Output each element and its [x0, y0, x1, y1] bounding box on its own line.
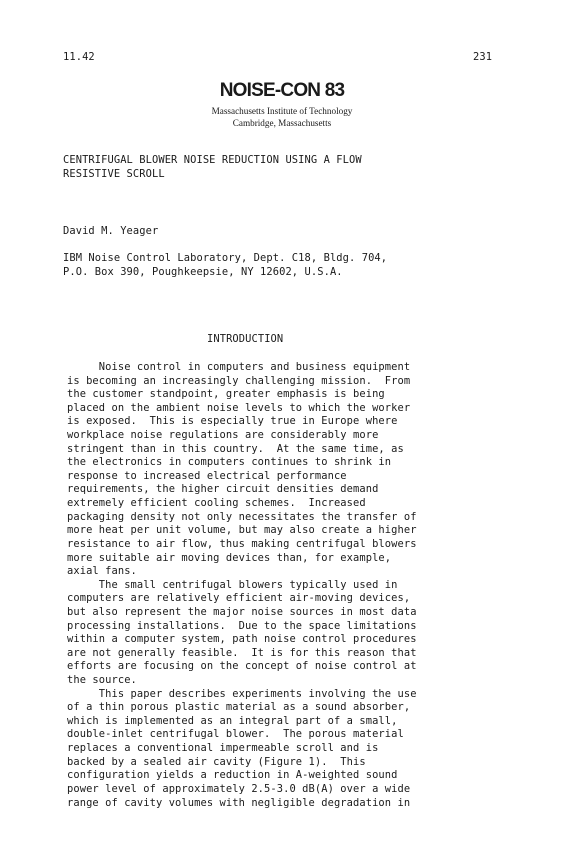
title-line: CENTRIFUGAL BLOWER NOISE REDUCTION USING A FLOW	[63, 154, 362, 166]
body-line: is becoming an increasingly challenging mission. From	[67, 374, 411, 387]
body-line: stringent than in this country. At the same time, as	[67, 442, 404, 455]
body-line: within a computer system, path noise control procedures	[67, 633, 417, 646]
conference-name: NOISE-CON 83	[219, 80, 345, 101]
body-line: power level of approximately 2.5-3.0 dB(A) over a wide	[67, 782, 411, 795]
body-line: requirements, the higher circuit densities demand	[67, 483, 379, 496]
body-line: but also represent the major noise sources in most data	[67, 605, 417, 618]
body-line: backed by a sealed air cavity (Figure 1). This	[67, 755, 366, 768]
body-line: Noise control in computers and business equipment	[67, 361, 411, 373]
body-line: processing installations. Due to the space limitations	[67, 619, 417, 632]
body-line: computers are relatively efficient air-moving devices,	[67, 592, 411, 605]
body-line: double-inlet centrifugal blower. The porous material	[67, 728, 404, 741]
affiliation-line: P.O. Box 390, Poughkeepsie, NY 12602, U.S.A.	[63, 265, 343, 278]
body-line: efforts are focusing on the concept of noise control at	[67, 660, 417, 673]
body-line: more heat per unit volume, but may also create a higher	[67, 524, 417, 537]
body-line: axial fans.	[67, 565, 137, 578]
title-line: RESISTIVE SCROLL	[63, 167, 165, 180]
conference-institution: Massachusetts Institute of Technology	[211, 106, 353, 116]
body-line: extremely efficient cooling schemes. Increased	[67, 497, 366, 510]
author-name: David M. Yeager	[63, 225, 159, 237]
body-line: which is implemented as an integral part of a small,	[67, 714, 398, 727]
body-line: the customer standpoint, greater emphasis is being	[67, 388, 385, 401]
body-line: range of cavity volumes with negligible degradation in	[67, 796, 411, 809]
body-line: This paper describes experiments involving the use	[67, 687, 417, 700]
page-number: 231	[473, 51, 493, 63]
body-line: the source.	[67, 674, 137, 687]
body-line: packaging density not only necessitates the transfer of	[67, 510, 417, 523]
session-number: 11.42	[63, 51, 95, 63]
section-heading: INTRODUCTION	[207, 333, 284, 345]
body-line: is exposed. This is especially true in Europe where	[67, 415, 398, 428]
body-text	[67, 361, 507, 810]
body-line: The small centrifugal blowers typically used in	[67, 578, 398, 591]
paper-title	[63, 154, 483, 181]
body-line: are not generally feasible. It is for this reason that	[67, 646, 417, 659]
body-line: of a thin porous plastic material as a sound absorber,	[67, 701, 411, 714]
body-line: workplace noise regulations are considerably more	[67, 429, 379, 442]
body-line: more suitable air moving devices than, for example,	[67, 551, 392, 564]
conference-location: Cambridge, Massachusetts	[232, 118, 332, 128]
body-line: placed on the ambient noise levels to which the worker	[67, 401, 411, 414]
body-line: response to increased electrical performance	[67, 469, 347, 482]
body-line: the electronics in computers continues to shrink in	[67, 456, 392, 469]
body-line: configuration yields a reduction in A-weighted sound	[67, 769, 398, 782]
affiliation-line: IBM Noise Control Laboratory, Dept. C18, Bldg. 704,	[63, 252, 388, 264]
body-line: replaces a conventional impermeable scroll and is	[67, 742, 379, 755]
body-line: resistance to air flow, thus making centrifugal blowers	[67, 537, 417, 550]
author-affiliation	[63, 252, 483, 279]
